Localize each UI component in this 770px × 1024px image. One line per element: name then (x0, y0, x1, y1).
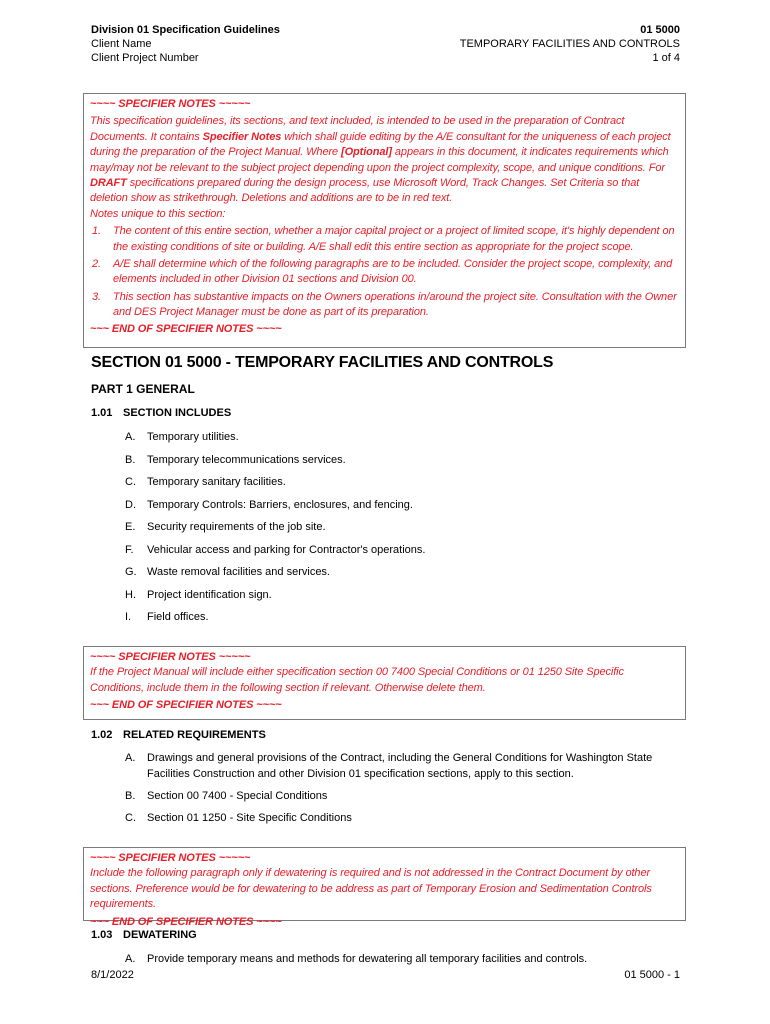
paragraph-item (125, 788, 680, 804)
note-list-text: This section has substantive impacts on the Owners operations in/around the project site. Consultation with the Owner and DES Project Manager must be done as part of its preparation. (113, 290, 677, 319)
specifier-note-dewatering (83, 847, 686, 928)
article-title: RELATED REQUIREMENTS (123, 729, 266, 741)
paragraph-item (125, 564, 680, 580)
paragraph-text: Section 00 7400 - Special Conditions (147, 790, 328, 802)
specifier-note-related (83, 646, 686, 720)
note-list-text: A/E shall determine which of the following paragraphs are to be included. Consider the project scope, complexity, and elements included in other Division 01 sections and Division 00. (113, 258, 673, 286)
paragraph-letter: I. (125, 611, 132, 623)
paragraph-text: Security requirements of the job site. (147, 521, 326, 533)
paragraph-letter: C. (125, 476, 136, 488)
paragraph-item (125, 587, 680, 603)
note-list-item (90, 290, 679, 321)
note-list (90, 224, 679, 320)
note-list-number: 1. (92, 225, 101, 238)
paragraph-text: Temporary Controls: Barriers, enclosures, and fencing. (147, 499, 413, 511)
note-start-marker: ~~~~ SPECIFIER NOTES ~~~~~ (90, 98, 251, 110)
header-right (460, 23, 680, 65)
paragraph-text: Project identification sign. (147, 589, 272, 601)
note-end-marker: ~~~ END OF SPECIFIER NOTES ~~~~ (90, 322, 282, 335)
note-subheading: Notes unique to this section: (90, 207, 226, 220)
article-heading (91, 407, 231, 419)
note-list-item (90, 257, 679, 288)
footer-date: 8/1/2022 (91, 969, 134, 981)
paragraph-text: Section 01 1250 - Site Specific Conditions (147, 812, 352, 824)
paragraph-text: Temporary sanitary facilities. (147, 476, 286, 488)
note-start-marker: ~~~~ SPECIFIER NOTES ~~~~~ (90, 852, 251, 864)
article-heading (91, 929, 197, 941)
note-text: appears in this document, it indicates requirements which may/may not be relevant to the subject project depending upon the project complexity, scope, and unique conditions. For (90, 146, 669, 174)
article-number: 1.01 (91, 407, 113, 419)
paragraph-item (125, 497, 680, 513)
paragraph-letter: A. (125, 953, 136, 965)
paragraph-item (125, 810, 680, 826)
note-end-marker: ~~~ END OF SPECIFIER NOTES ~~~~ (90, 699, 282, 712)
note-paragraph (90, 114, 679, 206)
paragraph-item (125, 519, 680, 535)
paragraph-item (125, 542, 680, 558)
article-heading (91, 729, 266, 741)
header-section-number: 01 5000 (640, 24, 680, 36)
note-list-number: 2. (92, 258, 101, 271)
note-text: which shall guide editing by the A/E consultant for the uniqueness of each project during the preparation of the Project Manual. Where (90, 130, 671, 159)
paragraph-letter: C. (125, 812, 136, 824)
paragraph-item (125, 750, 680, 782)
paragraph-letter: B. (125, 790, 136, 802)
note-text: This specification guidelines, its sections, and text included, is intended to be used in the preparation of Contract Documents. It contains (90, 115, 625, 143)
article-number: 1.03 (91, 929, 113, 941)
header-section-title: TEMPORARY FACILITIES AND CONTROLS (459, 38, 680, 50)
paragraph-letter: D. (125, 499, 136, 511)
paragraph-letter: G. (125, 566, 137, 578)
client-name: Client Name (91, 38, 152, 50)
paragraph-item (125, 452, 680, 468)
paragraph-text: Provide temporary means and methods for dewatering all temporary facilities and controls. (147, 953, 588, 965)
footer-page-number: 01 5000 - 1 (624, 969, 680, 981)
paragraph-text: Drawings and general provisions of the Contract, including the General Conditions for Washington State Facilities Construction and other Division 01 specification sections, apply to this section. (147, 752, 653, 780)
note-emphasis: Specifier Notes (202, 130, 282, 143)
paragraph-text: Field offices. (147, 611, 209, 623)
division-title: Division 01 Specification Guidelines (91, 24, 280, 36)
part-heading: PART 1 GENERAL (91, 382, 195, 396)
note-start-marker: ~~~~ SPECIFIER NOTES ~~~~~ (90, 651, 251, 663)
note-text: Include the following paragraph only if dewatering is required and is not addressed in the Contract Document by other sections. Preference would be for dewatering to be address as part of Temporary Erosion and Sedimentation Controls requirements. (90, 867, 652, 911)
paragraph-item (125, 609, 680, 625)
paragraph-letter: H. (125, 589, 136, 601)
paragraph-item (125, 951, 680, 967)
article-title: SECTION INCLUDES (123, 407, 232, 419)
note-emphasis: DRAFT (90, 177, 127, 190)
note-list-number: 3. (92, 290, 101, 303)
note-end-marker: ~~~ END OF SPECIFIER NOTES ~~~~ (90, 915, 282, 928)
section-title: SECTION 01 5000 - TEMPORARY FACILITIES AND CONTROLS (91, 354, 554, 371)
article-number: 1.02 (91, 729, 113, 741)
note-text: If the Project Manual will include either specification section 00 7400 Special Conditions or 01 1250 Site Specific Conditions, include them in the following section if relevant. Otherwise delete them. (90, 666, 624, 694)
paragraph-letter: E. (125, 521, 136, 533)
article-title: DEWATERING (123, 929, 197, 941)
paragraph-letter: A. (125, 752, 136, 764)
note-list-text: The content of this entire section, whether a major capital project or a project of limited scope, it's highly dependent on the existing conditions of site or building. A/E shall edit this entire section as appropriate for the project scope. (113, 225, 675, 253)
header-page-count: 1 of 4 (652, 52, 680, 64)
paragraph-item (125, 474, 680, 490)
paragraph-text: Temporary telecommunications services. (147, 454, 346, 466)
paragraph-text: Vehicular access and parking for Contractor's operations. (147, 544, 426, 556)
paragraph-text: Waste removal facilities and services. (147, 566, 330, 578)
paragraph-letter: F. (125, 544, 134, 556)
specifier-note-intro (83, 93, 686, 348)
note-emphasis: [Optional] (341, 146, 392, 159)
paragraph-item (125, 429, 680, 445)
paragraph-letter: A. (125, 431, 136, 443)
paragraph-letter: B. (125, 454, 136, 466)
paragraph-text: Temporary utilities. (147, 431, 239, 443)
header-left (91, 23, 280, 65)
client-project-number: Client Project Number (91, 52, 199, 64)
note-text: specifications prepared during the design process, use Microsoft Word, Track Changes. Set Criteria so that deletion show as strikethrough. Deletions and additions are to be in red text. (90, 177, 640, 205)
note-list-item (90, 224, 679, 255)
